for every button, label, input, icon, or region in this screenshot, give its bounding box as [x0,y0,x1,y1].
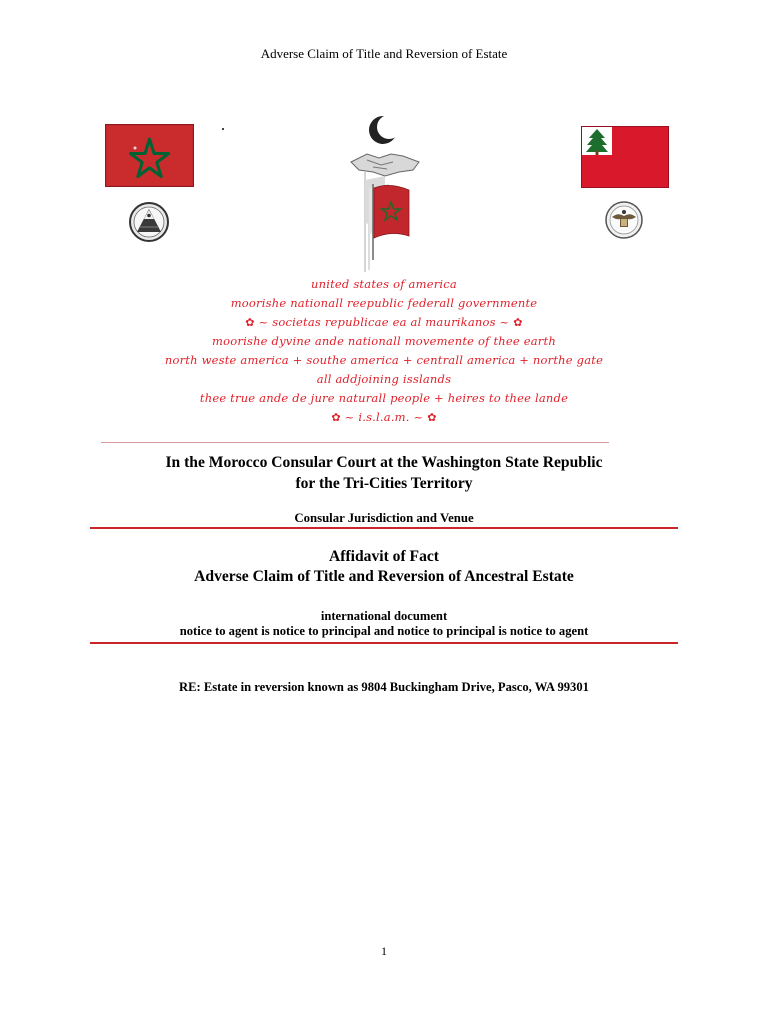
court-title-line-1: In the Morocco Consular Court at the Washington State Republic [165,454,603,471]
pine-tree-flag-icon [581,126,669,188]
running-header: Adverse Claim of Title and Reversion of Estate [260,46,508,61]
notice-line-2: notice to agent is notice to principal and notice to principal is notice to agent [179,624,589,638]
divider-red [90,527,678,529]
court-title-line-2: for the Tri-Cities Territory [295,475,473,492]
eagle-seal-icon [604,200,644,240]
notice-block [0,609,768,639]
affidavit-title [0,547,768,587]
jurisdiction-heading: Consular Jurisdiction and Venue [294,511,474,525]
page-number: 1 [381,944,387,958]
gothic-line-6: all addjoining isslands [316,371,452,386]
gothic-line-4: moorishe dyvine ande nationall movemente of thee earth [212,334,556,349]
morocco-flag-icon [105,124,194,187]
ornament-icon: ✿ [427,410,437,424]
affidavit-title-line-1: Affidavit of Fact [329,548,439,565]
re-line: RE: Estate in reversion known as 9804 Buckingham Drive, Pasco, WA 99301 [179,680,589,694]
divider-red [90,642,678,644]
gothic-line-3-text: ~ societas republicae ea al maurikanos ~ [258,314,510,329]
gothic-line-2: moorishe nationall reepublic federall governmente [230,295,538,310]
gothic-line-5: north weste america + southe america + centrall america + northe gate [164,353,604,368]
gothic-line-8 [0,408,768,428]
court-title [0,452,768,494]
gothic-line-1: united states of america [311,277,457,291]
crescent-handshake-flag-icon [345,110,425,275]
gothic-line-7: thee true ande de jure naturall people + heires to thee lande [199,390,569,405]
affidavit-title-line-2: Adverse Claim of Title and Reversion of Ancestral Estate [194,568,574,585]
gothic-line-3 [0,313,768,333]
pyramid-seal-icon [128,201,170,243]
ornament-icon: ✿ [331,410,341,424]
ornament-icon: ✿ [513,315,523,329]
notice-line-1: international document [320,609,448,623]
stray-mark [222,128,224,130]
gothic-line-8-text: ~ i.s.l.a.m. ~ [344,409,424,424]
gothic-heading-block [0,275,768,427]
divider-thin [101,442,609,443]
ornament-icon: ✿ [245,315,255,329]
